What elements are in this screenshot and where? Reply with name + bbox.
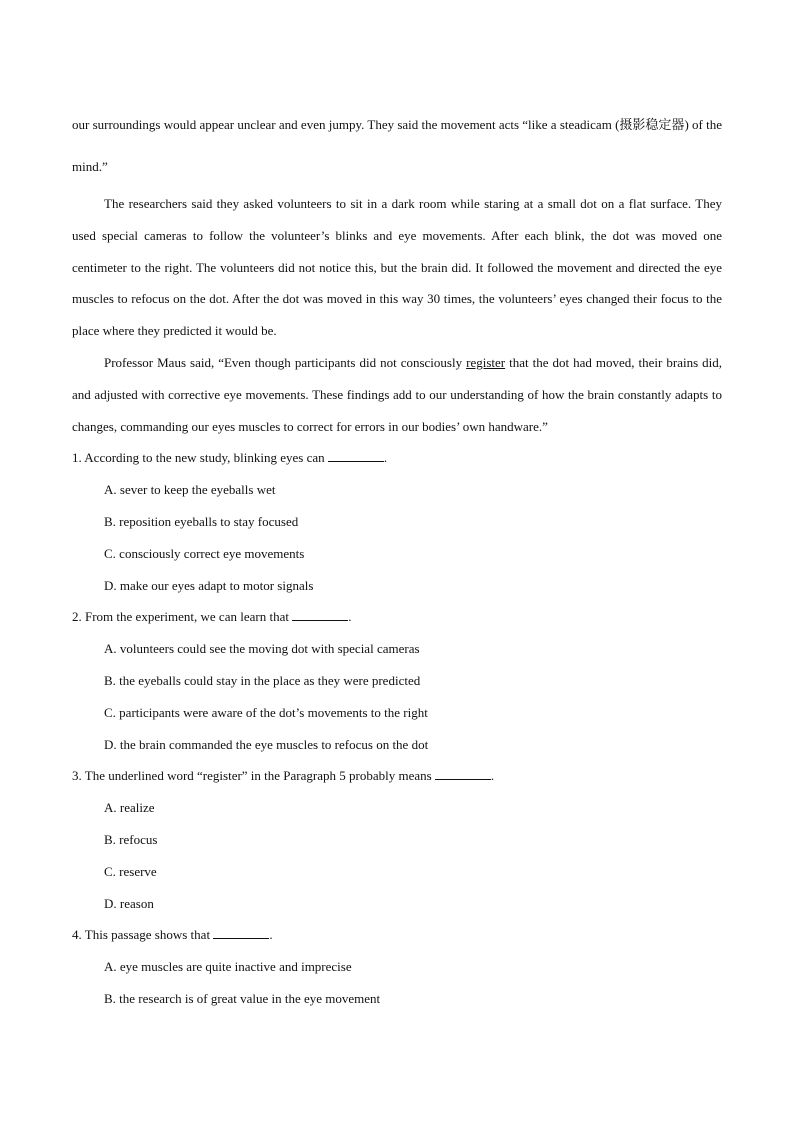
question-2 bbox=[72, 601, 722, 633]
paragraph-1: our surroundings would appear unclear and even jumpy. They said the movement acts “like a steadicam (摄影稳定器) of the mind.” bbox=[72, 117, 722, 174]
option-1b: B. reposition eyeballs to stay focused bbox=[104, 513, 299, 529]
answer-blank bbox=[435, 768, 491, 780]
underlined-word: register bbox=[466, 354, 506, 370]
paragraph-3-text-b: that the dot had moved, their brains did, and adjusted with corrective eye movements. These findings add to our understanding of how the brain constantly adapts to changes, commanding our eyes muscles to correct for errors in our bodies’ own handware.” bbox=[72, 354, 723, 434]
paragraph-2: The researchers said they asked volunteers to sit in a dark room while staring at a small dot on a flat surface. They used special cameras to follow the volunteer’s blinks and eye movements. After each blink, the dot was moved one centimeter to the right. The volunteers did not notice this, but the brain did. It followed the movement and directed the eye muscles to refocus on the dot. After the dot was moved in this way 30 times, the volunteers’ eyes changed their focus to the place where they predicted it would be. bbox=[72, 196, 722, 339]
question-stem: 2. From the experiment, we can learn that bbox=[72, 609, 293, 625]
question-end: . bbox=[490, 768, 495, 784]
question-end: . bbox=[348, 609, 352, 625]
option-4a: A. eye muscles are quite inactive and imprecise bbox=[104, 959, 352, 975]
question-3 bbox=[72, 760, 722, 792]
option-2a: A. volunteers could see the moving dot with special cameras bbox=[104, 641, 420, 657]
document-page bbox=[72, 104, 722, 1015]
paragraph-3 bbox=[72, 347, 722, 442]
question-4 bbox=[72, 919, 722, 951]
question-end: . bbox=[269, 927, 273, 943]
option-2d: D. the brain commanded the eye muscles to refocus on the dot bbox=[104, 736, 429, 752]
option-3b: B. refocus bbox=[104, 831, 158, 847]
answer-blank bbox=[213, 927, 269, 939]
option-1c: C. consciously correct eye movements bbox=[104, 545, 305, 561]
option-2b: B. the eyeballs could stay in the place as they were predicted bbox=[104, 672, 421, 688]
question-1 bbox=[72, 442, 722, 474]
option-4b: B. the research is of great value in the eye movement bbox=[104, 990, 381, 1006]
question-stem: 3. The underlined word “register” in the Paragraph 5 probably means bbox=[72, 768, 435, 784]
paragraph-3-text-a: Professor Maus said, “Even though participants did not consciously bbox=[104, 354, 467, 370]
option-3a: A. realize bbox=[104, 800, 155, 816]
answer-blank bbox=[328, 450, 384, 462]
option-1a: A. sever to keep the eyeballs wet bbox=[104, 482, 276, 498]
option-3d: D. reason bbox=[104, 895, 154, 911]
option-1d: D. make our eyes adapt to motor signals bbox=[104, 577, 314, 593]
question-stem: 4. This passage shows that bbox=[72, 927, 214, 943]
option-2c: C. participants were aware of the dot’s movements to the right bbox=[104, 704, 428, 720]
question-end: . bbox=[383, 450, 388, 466]
option-3c: C. reserve bbox=[104, 863, 157, 879]
question-stem: 1. According to the new study, blinking eyes can bbox=[72, 450, 328, 466]
answer-blank bbox=[292, 609, 348, 621]
